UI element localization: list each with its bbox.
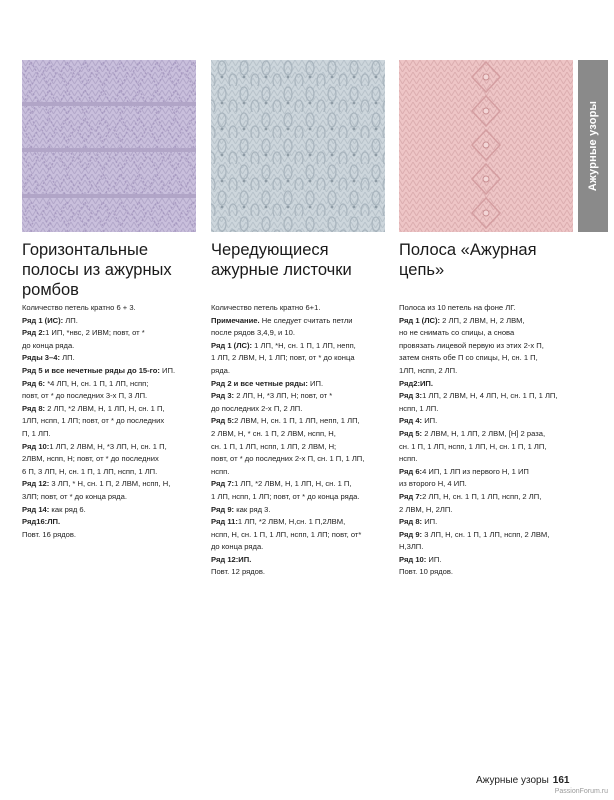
row-text: как ряд 6.: [49, 504, 86, 514]
row-text: 4 ИП, 1 ЛП из первого Н, 1 ИП: [422, 466, 529, 476]
instruction-line: [211, 453, 389, 466]
instruction-line: [211, 504, 389, 517]
instruction-line: [211, 302, 389, 315]
row-text: 2 ЛП, *2 ЛВМ, Н, 1 ЛП, Н, сн. 1 П,: [45, 403, 165, 413]
row-text: Полоса из 10 петель на фоне ЛГ.: [399, 303, 516, 312]
row-text: Не следует считать петли: [259, 315, 353, 325]
page-footer: [476, 775, 569, 786]
row-text: из второго Н, 4 ИП.: [399, 479, 467, 489]
swatch-photo-lilac-diamonds: [22, 60, 196, 232]
instruction-line: [22, 478, 200, 491]
row-text: как ряд 3.: [234, 504, 271, 514]
row-text: ИП.: [307, 378, 324, 388]
row-text: 2 ЛВМ, Н, 1 ЛП, 2 ЛВМ, [Н] 2 раза,: [422, 428, 546, 438]
instruction-line: [399, 529, 575, 542]
row-text: ЛП.: [60, 353, 75, 363]
row-label: Ряд 10:: [399, 554, 427, 564]
pattern-instructions: [22, 302, 200, 541]
row-label: Ряд2:ИП.: [399, 378, 433, 388]
instruction-line: [399, 516, 575, 529]
instruction-line: [399, 315, 575, 328]
row-text: Количество петель кратно 6 + 3.: [22, 303, 136, 312]
instruction-line: [211, 428, 389, 441]
row-text: 1 ЛП, 2 ЛВМ, Н, 4 ЛП, Н, сн. 1 П, 1 ЛП,: [422, 391, 558, 401]
row-label: Примечание.: [211, 315, 260, 325]
instruction-line: [399, 453, 575, 466]
instruction-line: [211, 516, 389, 529]
instruction-line: [399, 403, 575, 416]
instruction-line: [22, 466, 200, 479]
instruction-line: [22, 491, 200, 504]
instruction-line: [22, 378, 200, 391]
swatch-photo-pink-chain: [399, 60, 573, 232]
row-label: Ряд 6:: [22, 378, 46, 388]
instruction-line: [22, 315, 200, 328]
row-text: сн. 1 П, 1 ЛП, нспп, 1 ЛП, 2 ЛВМ, Н;: [211, 441, 337, 451]
row-label: Ряд16:ЛП.: [22, 517, 61, 527]
row-text: до конца ряда.: [211, 542, 264, 552]
instruction-line: [211, 340, 389, 353]
row-text: 1 ЛП, 2 ЛВМ, Н, 1 ЛП; повт, от * до конца: [211, 353, 355, 363]
instruction-line: [22, 390, 200, 403]
row-label: Ряд 1 (ЛС):: [211, 340, 253, 350]
row-label: Ряд 11:: [211, 517, 238, 527]
row-text: 2 ЛП, Н, *3 ЛП, Н; повт, от *: [234, 391, 333, 401]
row-text: затем снять обе П со спицы, Н, сн. 1 П,: [399, 353, 538, 363]
instruction-line: [211, 315, 389, 328]
row-text: 2ЛВМ, нспп, Н; повт, от * до последних: [22, 454, 159, 464]
row-text: повт, от * до последних 3-х П, 3 ЛП.: [22, 391, 148, 401]
instruction-line: [399, 441, 575, 454]
row-label: Ряд 5:: [399, 428, 423, 438]
instruction-line: [22, 529, 200, 542]
row-text: 6 П, 3 ЛП, Н, сн. 1 П, 1 ЛП, нспп, 1 ЛП.: [22, 466, 158, 476]
row-text: Повт. 16 рядов.: [22, 529, 77, 539]
row-text: ИП.: [426, 554, 442, 564]
pattern-title: Чередующиеся ажурные листочки: [211, 241, 352, 279]
footer-section-name: Ажурные узоры: [476, 775, 549, 786]
row-text: Количество петель кратно 6+1.: [211, 303, 321, 312]
row-label: Ряд 8:: [399, 517, 423, 527]
row-text: 1 ЛП, нспп, 1 ЛП; повт, от * до конца ряда.: [211, 491, 360, 501]
swatch-photo-grey-leaves: [211, 60, 385, 232]
instruction-line: [22, 403, 200, 416]
pattern-title: Горизонтальные полосы из ажурных ромбов: [22, 241, 172, 299]
instruction-line: [399, 415, 575, 428]
instruction-line: [399, 541, 575, 554]
instruction-line: [211, 529, 389, 542]
row-label: Ряд 12:ИП.: [211, 554, 252, 564]
instruction-line: [211, 378, 389, 391]
instruction-line: [22, 365, 200, 378]
row-label: Ряд 2:: [22, 328, 46, 338]
row-text: 1 ЛП, *2 ЛВМ, Н,сн. 1 П,2ЛВМ,: [237, 517, 346, 527]
instruction-line: [211, 327, 389, 340]
row-label: Ряд 4:: [399, 416, 423, 426]
row-text: Повт. 10 рядов.: [399, 567, 454, 577]
instruction-line: [22, 504, 200, 517]
row-text: провязать лицевой первую из этих 2-х П,: [399, 340, 544, 350]
instruction-line: [211, 441, 389, 454]
instruction-line: [211, 403, 389, 416]
instruction-line: [399, 566, 575, 579]
row-text: но не снимать со спицы, а снова: [399, 328, 515, 338]
row-text: ИП.: [422, 517, 438, 527]
instruction-line: [399, 428, 575, 441]
row-text: сн. 1 П, 1 ЛП, нспп, 1 ЛП, Н, сн. 1 П, 1 ЛП,: [399, 441, 547, 451]
row-label: Ряд 12:: [22, 479, 50, 489]
instruction-line: [399, 466, 575, 479]
row-text: Н,3ЛП.: [399, 542, 424, 552]
row-text: 1 ЛП, *Н, сн. 1 П, 1 ЛП, непп,: [252, 340, 356, 350]
instruction-line: [211, 352, 389, 365]
pattern-instructions: [399, 302, 575, 579]
instruction-line: [211, 466, 389, 479]
row-text: нспп, Н, сн. 1 П, 1 ЛП, нспп, 1 ЛП; повт, от*: [211, 529, 362, 539]
swatch-image: [211, 60, 385, 232]
instruction-line: [399, 365, 575, 378]
instruction-line: [22, 428, 200, 441]
row-label: Ряд 2 и все четные ряды:: [211, 378, 308, 388]
instruction-line: [211, 478, 389, 491]
row-text: 2 ЛП, Н, сн. 1 П, 1 ЛП, нспп, 2 ЛП,: [422, 491, 542, 501]
row-text: нспп.: [399, 454, 418, 464]
instruction-line: [399, 302, 575, 315]
row-text: нспп, 1 ЛП.: [399, 403, 439, 413]
page-number: 161: [552, 775, 570, 786]
watermark: PassionForum.ru: [554, 788, 608, 795]
instruction-line: [399, 491, 575, 504]
row-text: 1 ИП, *нвс, 2 ИВМ; повт, от *: [45, 328, 145, 338]
pattern-column-1: [22, 240, 200, 541]
instruction-line: [211, 566, 389, 579]
row-text: 2 ЛВМ, Н, 2ЛП.: [399, 504, 453, 514]
row-label: Ряд 1 (ЛС):: [399, 315, 441, 325]
row-label: Ряд 14:: [22, 504, 50, 514]
row-label: Ряд 10:: [22, 441, 50, 451]
row-text: *4 ЛП, Н, сн. 1 П, 1 ЛП, нспп;: [45, 378, 149, 388]
section-side-tab: [578, 60, 608, 232]
pattern-title: Полоса «Ажурная цепь»: [399, 241, 537, 279]
instruction-line: [211, 415, 389, 428]
row-text: 1ЛП, нспп, 2 ЛП.: [399, 365, 458, 375]
pattern-instructions: [211, 302, 389, 579]
row-label: Ряд 3:: [211, 391, 235, 401]
row-text: 1 ЛП, 2 ЛВМ, Н, *3 ЛП, Н, сн. 1 П,: [49, 441, 167, 451]
row-text: до последних 2-х П, 2 ЛП.: [211, 403, 303, 413]
row-text: после рядов 3,4,9, и 10.: [211, 328, 295, 338]
instruction-line: [211, 541, 389, 554]
swatch-image: [22, 60, 196, 232]
instruction-line: [22, 327, 200, 340]
instruction-line: [399, 504, 575, 517]
row-text: 1 ЛП, *2 ЛВМ, Н, 1 ЛП, Н, сн. 1 П,: [234, 479, 352, 489]
row-label: Ряд 8:: [22, 403, 46, 413]
row-label: Ряд 3:: [399, 391, 423, 401]
instruction-line: [22, 302, 200, 315]
instruction-line: [22, 340, 200, 353]
row-text: 2 ЛВМ, Н, * сн. 1 П, 2 ЛВМ, нспп, Н,: [211, 428, 336, 438]
row-text: 3 ЛП, Н, сн. 1 П, 1 ЛП, нспп, 2 ЛВМ,: [422, 529, 550, 539]
instruction-line: [22, 415, 200, 428]
instruction-line: [211, 491, 389, 504]
row-text: нспп.: [211, 466, 230, 476]
instruction-line: [399, 554, 575, 567]
instruction-line: [399, 378, 575, 391]
row-text: ряда.: [211, 365, 231, 375]
row-text: ИП.: [422, 416, 438, 426]
instruction-line: [22, 453, 200, 466]
row-text: 3 ЛП, * Н, сн. 1 П, 2 ЛВМ, нспп, Н,: [49, 479, 171, 489]
instruction-line: [399, 478, 575, 491]
row-text: 2 ЛВМ, Н, сн. 1 П, 1 ЛП, непп, 1 ЛП,: [234, 416, 360, 426]
row-label: Ряды 3–4:: [22, 353, 61, 363]
swatch-image: [399, 60, 573, 232]
row-text: ЛП.: [63, 315, 78, 325]
row-text: 1ЛП, нспп, 1 ЛП; повт, от * до последних: [22, 416, 165, 426]
row-text: П, 1 ЛП.: [22, 428, 51, 438]
instruction-line: [211, 554, 389, 567]
instruction-line: [22, 516, 200, 529]
side-tab-label: Ажурные узоры: [587, 100, 599, 192]
row-text: 2 ЛП, 2 ЛВМ, Н, 2 ЛВМ,: [440, 315, 525, 325]
pattern-column-2: [211, 240, 389, 579]
row-label: Ряд 9:: [211, 504, 235, 514]
instruction-line: [399, 340, 575, 353]
row-text: до конца ряда.: [22, 340, 75, 350]
row-label: Ряд 1 (ИС):: [22, 315, 64, 325]
instruction-line: [22, 352, 200, 365]
instruction-line: [22, 441, 200, 454]
instruction-line: [399, 327, 575, 340]
row-label: Ряд 9:: [399, 529, 423, 539]
row-label: Ряд 5 и все нечетные ряды до 15-го:: [22, 365, 160, 375]
row-label: Ряд 7:: [211, 479, 235, 489]
row-text: повт, от * до последних 2-х П, сн. 1 П, 1 ЛП,: [211, 454, 365, 464]
row-label: Ряд 6:: [399, 466, 423, 476]
row-text: 3ЛП; повт, от * до конца ряда.: [22, 491, 127, 501]
row-text: ИП.: [159, 365, 176, 375]
row-text: Повт. 12 рядов.: [211, 567, 266, 577]
instruction-line: [399, 352, 575, 365]
instruction-line: [211, 365, 389, 378]
row-label: Ряд 7:: [399, 491, 423, 501]
instruction-line: [399, 390, 575, 403]
instruction-line: [211, 390, 389, 403]
row-label: Ряд 5:: [211, 416, 235, 426]
pattern-column-3: [399, 240, 575, 579]
